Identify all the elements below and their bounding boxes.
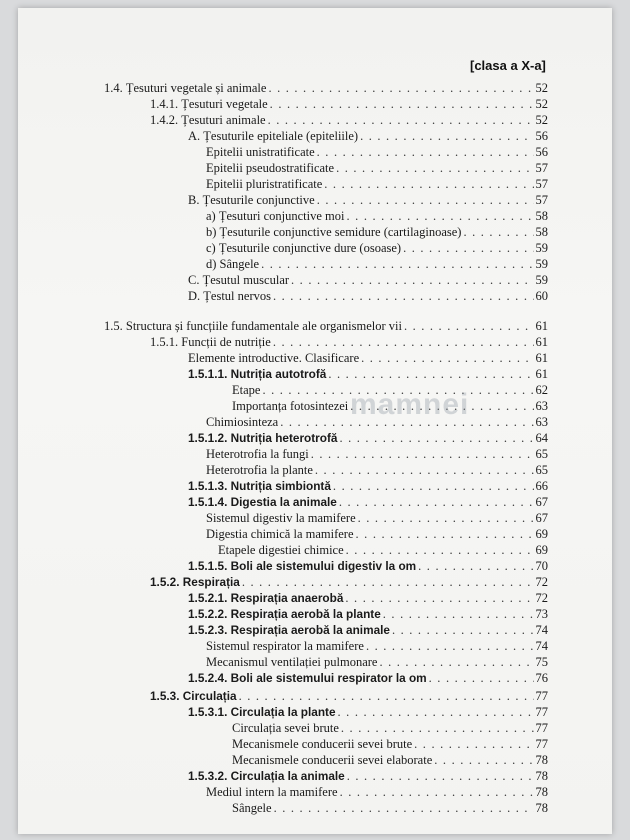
toc-entry xyxy=(188,272,548,288)
toc-entry xyxy=(232,720,548,736)
toc-entry-label: Mediul intern la mamifere xyxy=(206,785,338,799)
toc-entry-label: Sângele xyxy=(232,801,272,815)
toc-entry xyxy=(206,510,548,526)
toc-entry-label: c) Țesuturile conjunctive dure (osoase) xyxy=(206,241,402,255)
toc-entry-label: 1.5.2.4. Boli ale sistemului respirator la om xyxy=(188,671,427,685)
toc-entry-page-number: 64 xyxy=(535,431,548,445)
toc-leader-dots xyxy=(338,704,534,720)
toc-entry xyxy=(104,80,548,96)
toc-entry-page-number: 63 xyxy=(535,399,548,413)
toc-entry-page-number: 72 xyxy=(535,591,548,605)
toc-leader-dots xyxy=(291,272,533,288)
toc-leader-dots xyxy=(347,768,534,784)
toc-entry xyxy=(206,256,548,272)
toc-entry-page-number: 57 xyxy=(535,193,548,207)
toc-leader-dots xyxy=(434,752,533,768)
toc-entry-label: Mecanismele conducerii sevei brute xyxy=(232,737,413,751)
toc-entry-page-number: 65 xyxy=(535,447,548,461)
toc-entry xyxy=(188,366,548,382)
toc-leader-dots xyxy=(317,144,534,160)
toc-entry xyxy=(188,288,548,304)
toc-entry xyxy=(188,606,548,622)
toc-entry-page-number: 78 xyxy=(535,769,548,783)
toc-entry xyxy=(150,334,548,350)
toc-leader-dots xyxy=(429,670,534,686)
toc-entry-page-number: 77 xyxy=(535,721,548,735)
toc-leader-dots xyxy=(404,318,534,334)
book-page xyxy=(18,8,612,834)
toc-entry xyxy=(218,542,548,558)
toc-entry xyxy=(188,430,548,446)
toc-leader-dots xyxy=(340,784,534,800)
toc-entry-page-number: 65 xyxy=(535,463,548,477)
toc-entry xyxy=(188,350,548,366)
toc-entry-page-number: 58 xyxy=(535,209,548,223)
toc-entry-label: Sistemul respirator la mamifere xyxy=(206,639,364,653)
toc-entry-page-number: 59 xyxy=(535,241,548,255)
toc-entry xyxy=(206,638,548,654)
toc-entry-page-number: 52 xyxy=(535,97,548,111)
toc-entry-page-number: 70 xyxy=(535,559,548,573)
toc-leader-dots xyxy=(270,96,534,112)
toc-entry-page-number: 74 xyxy=(535,639,548,653)
toc-leader-dots xyxy=(347,208,534,224)
toc-entry-label: 1.5.1.1. Nutriția autotrofă xyxy=(188,367,327,381)
toc-entry xyxy=(206,224,548,240)
toc-leader-dots xyxy=(366,638,534,654)
toc-leader-dots xyxy=(311,446,534,462)
toc-leader-dots xyxy=(273,288,534,304)
toc-entry-label: 1.5.2.3. Respirația aerobă la animale xyxy=(188,623,390,637)
toc-entry xyxy=(150,96,548,112)
toc-entry xyxy=(206,240,548,256)
toc-entry xyxy=(206,144,548,160)
toc-entry-label: Etapele digestiei chimice xyxy=(218,543,344,557)
toc-leader-dots xyxy=(383,606,534,622)
toc-entry-page-number: 77 xyxy=(535,689,548,703)
toc-leader-dots xyxy=(317,192,534,208)
toc-leader-dots xyxy=(274,800,534,816)
toc-leader-dots xyxy=(315,462,534,478)
toc-leader-dots xyxy=(268,80,533,96)
toc-leader-dots xyxy=(242,574,534,590)
toc-entry-label: 1.5.1. Funcții de nutriție xyxy=(150,335,271,349)
toc-entry xyxy=(188,192,548,208)
toc-entry-page-number: 72 xyxy=(535,575,548,589)
toc-entry xyxy=(188,478,548,494)
toc-entry-label: a) Țesuturi conjunctive moi xyxy=(206,209,345,223)
toc-entry-label: C. Țesutul muscular xyxy=(188,273,290,287)
toc-entry xyxy=(232,736,548,752)
toc-entry xyxy=(206,462,548,478)
toc-entry xyxy=(206,160,548,176)
toc-entry-page-number: 74 xyxy=(535,623,548,637)
toc-leader-dots xyxy=(339,494,534,510)
toc-leader-dots xyxy=(361,350,533,366)
toc-entry xyxy=(188,704,548,720)
toc-entry xyxy=(206,784,548,800)
toc-entry-label: B. Țesuturile conjunctive xyxy=(188,193,315,207)
toc-leader-dots xyxy=(403,240,533,256)
toc-leader-dots xyxy=(324,176,533,192)
toc-leader-dots xyxy=(414,736,533,752)
watermark-logo: mamnei xyxy=(350,388,470,421)
toc-leader-dots xyxy=(239,688,534,704)
toc-entry-label: 1.5.1.2. Nutriția heterotrofă xyxy=(188,431,338,445)
toc-entry-page-number: 60 xyxy=(535,289,548,303)
toc-entry-page-number: 52 xyxy=(535,81,548,95)
toc-entry-page-number: 61 xyxy=(535,335,548,349)
toc-entry-page-number: 62 xyxy=(535,383,548,397)
toc-entry xyxy=(206,208,548,224)
toc-leader-dots xyxy=(328,366,533,382)
toc-entry xyxy=(150,688,548,704)
toc-leader-dots xyxy=(261,256,533,272)
toc-entry xyxy=(188,128,548,144)
toc-entry-page-number: 61 xyxy=(535,351,548,365)
toc-entry-label: Sistemul digestiv la mamifere xyxy=(206,511,356,525)
toc-entry xyxy=(188,590,548,606)
toc-entry-label: A. Țesuturile epiteliale (epiteliile) xyxy=(188,129,359,143)
toc-entry-label: 1.5.3.1. Circulația la plante xyxy=(188,705,336,719)
toc-entry-label: Chimiosinteza xyxy=(206,415,279,429)
toc-entry-label: 1.5.2.1. Respirația anaerobă xyxy=(188,591,344,605)
toc-leader-dots xyxy=(341,720,534,736)
toc-entry-label: Mecanismul ventilației pulmonare xyxy=(206,655,378,669)
toc-entry-page-number: 59 xyxy=(535,273,548,287)
toc-entry-page-number: 77 xyxy=(535,705,548,719)
toc-entry-page-number: 78 xyxy=(535,785,548,799)
toc-leader-dots xyxy=(379,654,533,670)
toc-entry-label: 1.5.1.5. Boli ale sistemului digestiv la om xyxy=(188,559,417,573)
toc-leader-dots xyxy=(339,430,533,446)
toc-entry-page-number: 58 xyxy=(535,225,548,239)
toc-entry-label: Circulația sevei brute xyxy=(232,721,339,735)
toc-entry-label: b) Țesuturile conjunctive semidure (cartilaginoase) xyxy=(206,225,462,239)
toc-entry xyxy=(206,446,548,462)
grade-header-tag: [clasa a X-a] xyxy=(470,58,546,73)
toc-entry-label: 1.4. Țesuturi vegetale și animale xyxy=(104,81,267,95)
table-of-contents xyxy=(18,8,612,834)
toc-entry xyxy=(206,176,548,192)
toc-leader-dots xyxy=(273,334,534,350)
toc-entry-page-number: 57 xyxy=(535,161,548,175)
toc-entry-label: 1.5.2.2. Respirația aerobă la plante xyxy=(188,607,381,621)
toc-entry-label: 1.5.1.4. Digestia la animale xyxy=(188,495,337,509)
toc-entry xyxy=(232,752,548,768)
toc-entry xyxy=(206,654,548,670)
toc-entry-page-number: 78 xyxy=(535,753,548,767)
toc-entry-page-number: 66 xyxy=(535,479,548,493)
toc-entry-label: 1.5.3. Circulația xyxy=(150,689,237,703)
toc-entry-label: Epitelii pluristratificate xyxy=(206,177,323,191)
toc-entry-label: 1.4.1. Țesuturi vegetale xyxy=(150,97,268,111)
toc-entry-page-number: 63 xyxy=(535,415,548,429)
toc-entry-label: Digestia chimică la mamifere xyxy=(206,527,354,541)
toc-entry-label: 1.5.1.3. Nutriția simbiontă xyxy=(188,479,331,493)
toc-entry-label: 1.5.2. Respirația xyxy=(150,575,240,589)
toc-entry xyxy=(188,768,548,784)
toc-entry-page-number: 77 xyxy=(535,737,548,751)
toc-entry-page-number: 75 xyxy=(535,655,548,669)
toc-entry-page-number: 78 xyxy=(535,801,548,815)
toc-entry-label: 1.5. Structura și funcțiile fundamentale ale organismelor vii xyxy=(104,319,402,333)
toc-entry-page-number: 56 xyxy=(535,145,548,159)
toc-entry xyxy=(232,800,548,816)
toc-leader-dots xyxy=(392,622,534,638)
toc-leader-dots xyxy=(463,224,533,240)
toc-leader-dots xyxy=(268,112,534,128)
toc-leader-dots xyxy=(360,128,533,144)
toc-entry-label: Heterotrofia la plante xyxy=(206,463,313,477)
toc-entry xyxy=(188,670,548,686)
toc-entry-page-number: 76 xyxy=(535,671,548,685)
toc-entry-page-number: 69 xyxy=(535,543,548,557)
toc-entry-label: Epitelii pseudostratificate xyxy=(206,161,335,175)
toc-entry-label: Epitelii unistratificate xyxy=(206,145,315,159)
toc-entry-page-number: 61 xyxy=(535,319,548,333)
toc-leader-dots xyxy=(358,510,534,526)
toc-entry xyxy=(150,574,548,590)
toc-leader-dots xyxy=(356,526,534,542)
toc-leader-dots xyxy=(336,160,533,176)
toc-entry-page-number: 67 xyxy=(535,511,548,525)
toc-leader-dots xyxy=(345,590,533,606)
toc-entry xyxy=(206,526,548,542)
toc-leader-dots xyxy=(418,558,533,574)
toc-entry-page-number: 52 xyxy=(535,113,548,127)
toc-entry-label: Elemente introductive. Clasificare xyxy=(188,351,360,365)
toc-entry-page-number: 59 xyxy=(535,257,548,271)
toc-entry xyxy=(188,558,548,574)
toc-entry-page-number: 56 xyxy=(535,129,548,143)
toc-entry-label: Importanța fotosintezei xyxy=(232,399,349,413)
toc-entry xyxy=(150,112,548,128)
toc-entry-page-number: 69 xyxy=(535,527,548,541)
toc-entry-label: d) Sângele xyxy=(206,257,260,271)
toc-entry-page-number: 61 xyxy=(535,367,548,381)
toc-entry xyxy=(104,318,548,334)
toc-entry-label: 1.5.3.2. Circulația la animale xyxy=(188,769,345,783)
toc-leader-dots xyxy=(346,542,534,558)
toc-entry-label: 1.4.2. Țesuturi animale xyxy=(150,113,266,127)
toc-leader-dots xyxy=(333,478,534,494)
toc-entry-page-number: 67 xyxy=(535,495,548,509)
toc-entry xyxy=(188,622,548,638)
toc-entry-label: Mecanismele conducerii sevei elaborate xyxy=(232,753,433,767)
toc-entry-label: D. Țestul nervos xyxy=(188,289,271,303)
toc-entry-label: Etape xyxy=(232,383,261,397)
toc-entry-page-number: 73 xyxy=(535,607,548,621)
toc-entry-page-number: 57 xyxy=(535,177,548,191)
toc-entry xyxy=(188,494,548,510)
toc-entry-label: Heterotrofia la fungi xyxy=(206,447,309,461)
